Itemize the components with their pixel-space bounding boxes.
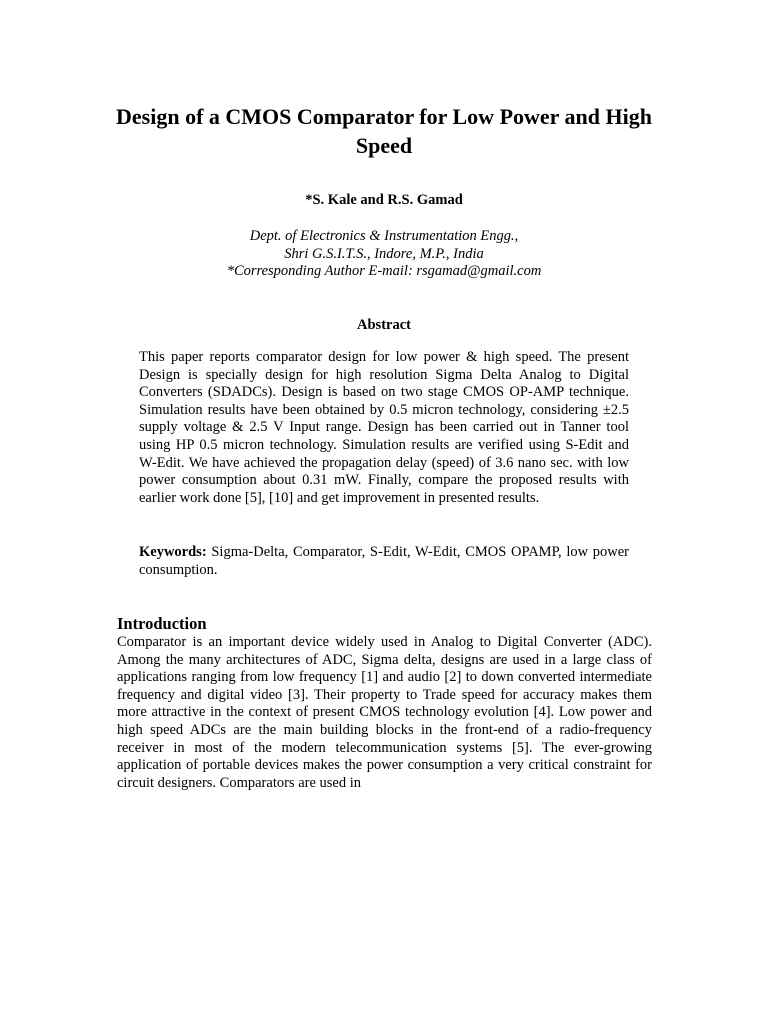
section-heading-introduction: Introduction xyxy=(117,614,207,633)
keywords-label: Keywords: xyxy=(139,544,207,560)
author-list: *S. Kale and R.S. Gamad xyxy=(305,192,463,208)
affiliation-institute: Shri G.S.I.T.S., Indore, M.P., India xyxy=(284,246,484,262)
paper-title: Design of a CMOS Comparator for Low Power and High Speed xyxy=(116,104,652,158)
keywords-paragraph xyxy=(139,544,629,579)
introduction-body: Comparator is an important device widely used in Analog to Digital Converter (ADC). Among the many architectures of ADC, Sigma delta, designs are used in a large class of applications ranging from low frequency [1] and audio [2] to down converted intermediate frequency and digital video [3]. Their property to Trade speed for accuracy makes them more attractive in the context of present CMOS technology evolution [4]. Low power and high speed ADCs are the main building blocks in the front-end of a radio-frequency receiver in most of the modern telecommunication systems [5]. The ever-growing application of portable devices makes the power consumption a very critical constraint for circuit designers. Comparators are used in xyxy=(117,634,652,791)
affiliation-department: Dept. of Electronics & Instrumentation Engg., xyxy=(249,228,519,244)
abstract-heading: Abstract xyxy=(357,317,411,333)
corresponding-author-email: *Corresponding Author E-mail: rsgamad@gmail.com xyxy=(226,263,542,279)
keywords-text: Sigma-Delta, Comparator, S-Edit, W-Edit, CMOS OPAMP, low power consumption. xyxy=(139,544,630,578)
abstract-body: This paper reports comparator design for low power & high speed. The present Design is specially design for high resolution Sigma Delta Analog to Digital Converters (SDADCs). Design is based on two stage CMOS OP-AMP technique. Simulation results have been obtained by 0.5 micron technology, considering ±2.5 supply voltage & 2.5 V Input range. Design has been carried out in Tanner tool using HP 0.5 micron technology. Simulation results are verified using S-Edit and W-Edit. We have achieved the propagation delay (speed) of 3.6 nano sec. with low power consumption about 0.31 mW. Finally, compare the proposed results with earlier work done [5], [10] and get improvement in presented results. xyxy=(139,349,629,506)
